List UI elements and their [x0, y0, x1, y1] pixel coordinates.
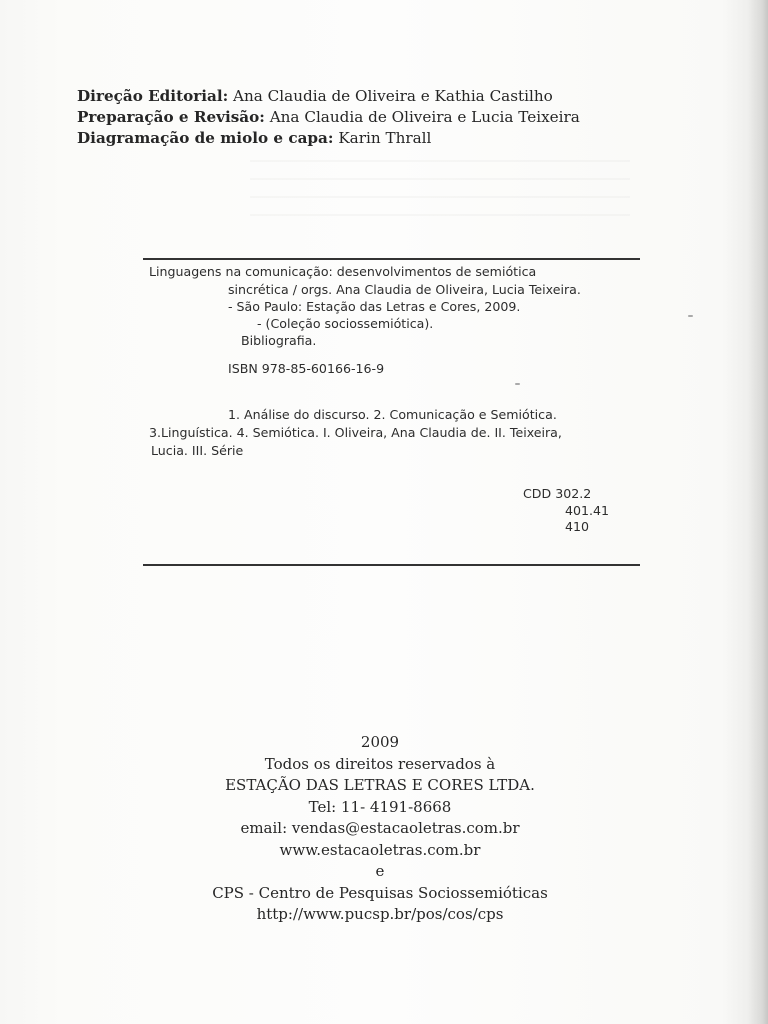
imprint-research-url: http://www.pucsp.br/pos/cos/cps — [256, 905, 504, 923]
cdd-code: 410 — [565, 519, 590, 534]
show-through-text — [250, 146, 630, 216]
scan-mark — [688, 315, 693, 317]
credit-label: Preparação e Revisão: — [77, 108, 265, 126]
cataloging-record — [143, 258, 640, 566]
cdd-code: CDD 302.2 — [523, 486, 592, 501]
imprint-phone: Tel: 11- 4191-8668 — [308, 797, 452, 816]
credit-label: Diagramação de miolo e capa: — [77, 129, 334, 147]
catalog-series-line: - (Coleção sociossemiótica). — [257, 316, 434, 331]
editorial-credits — [77, 86, 697, 149]
catalog-subjects-continuation: 3.Linguística. 4. Semiótica. I. Oliveira, Ana Claudia de. II. Teixeira, — [149, 425, 562, 440]
catalog-title-continuation: sincrética / orgs. Ana Claudia de Oliveira, Lucia Teixeira. — [228, 282, 581, 297]
scan-mark — [515, 383, 520, 385]
credit-editorial-direction — [77, 86, 697, 107]
credit-value: Karin Thrall — [338, 129, 432, 147]
imprint-year: 2009 — [360, 733, 400, 751]
top-rule — [143, 258, 640, 260]
catalog-series-note: Lucia. III. Série — [151, 443, 244, 458]
imprint-website: www.estacaoletras.com.br — [279, 840, 481, 859]
imprint-conjunction: e — [375, 862, 385, 880]
credit-layout-cover — [77, 128, 697, 149]
imprint-research-center: CPS - Centro de Pesquisas Sociossemióticas — [212, 883, 548, 902]
imprint-email: email: vendas@estacaoletras.com.br — [240, 819, 520, 837]
credit-value: Ana Claudia de Oliveira e Kathia Castilho — [233, 87, 553, 105]
publisher-imprint — [170, 732, 590, 926]
imprint-rights: Todos os direitos reservados à — [264, 754, 496, 773]
bottom-rule — [143, 564, 640, 566]
catalog-subjects-line: 1. Análise do discurso. 2. Comunicação e Semiótica. — [228, 407, 557, 422]
page-edge-shadow — [748, 0, 768, 1024]
imprint-publisher-name: ESTAÇÃO DAS LETRAS E CORES LTDA. — [225, 776, 535, 794]
catalog-isbn: ISBN 978-85-60166-16-9 — [228, 361, 385, 376]
credit-value: Ana Claudia de Oliveira e Lucia Teixeira — [269, 108, 580, 126]
catalog-title-line: Linguagens na comunicação: desenvolvimentos de semiótica — [149, 264, 537, 279]
cdd-code: 401.41 — [565, 502, 610, 518]
credit-preparation-review — [77, 107, 697, 128]
catalog-publisher-line: - São Paulo: Estação das Letras e Cores, 2009. — [228, 299, 521, 314]
cdd-classification — [523, 486, 609, 536]
credit-label: Direção Editorial: — [77, 87, 229, 105]
catalog-bibliography-line: Bibliografia. — [241, 333, 317, 348]
